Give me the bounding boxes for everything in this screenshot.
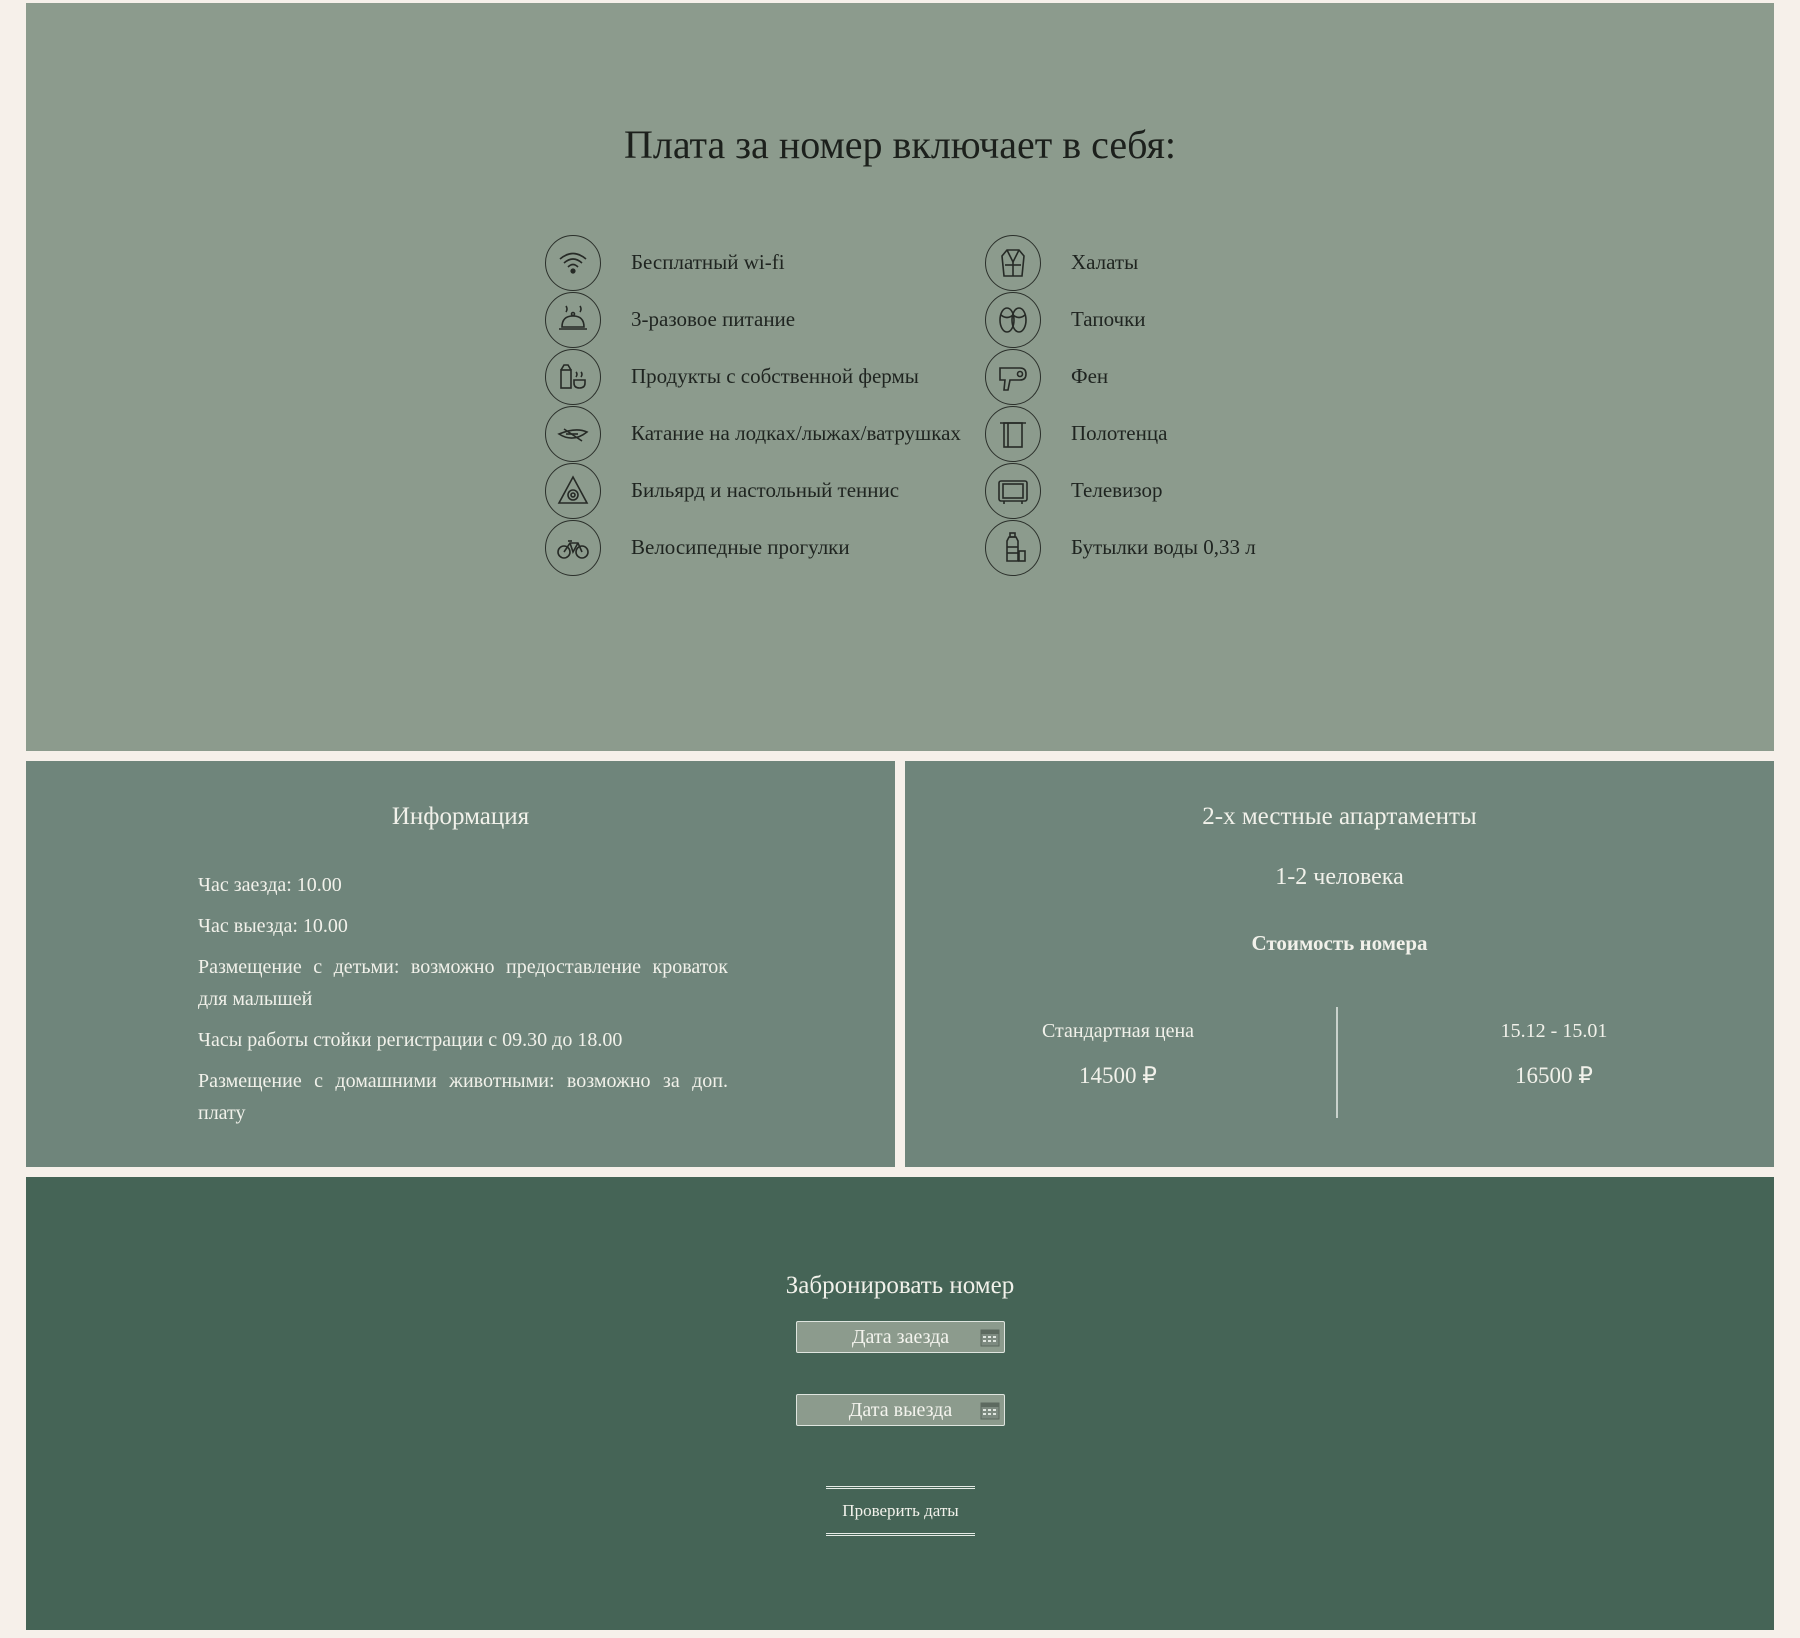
amenity-label: 3-разовое питание bbox=[631, 307, 796, 331]
amenity-item bbox=[545, 348, 961, 405]
amenity-item bbox=[545, 291, 961, 348]
amenity-label: Фен bbox=[1071, 364, 1109, 388]
amenity-label: Телевизор bbox=[1071, 478, 1163, 502]
room-title: 2-х местные апартаменты bbox=[1202, 803, 1477, 830]
info-item: Час заезда: 10.00 bbox=[198, 874, 342, 896]
bathrobe-icon bbox=[985, 235, 1041, 291]
amenity-item bbox=[985, 405, 1256, 462]
checkout-date-field[interactable] bbox=[796, 1394, 1005, 1426]
amenity-item bbox=[545, 462, 961, 519]
info-title: Информация bbox=[391, 803, 530, 830]
amenity-label: Велосипедные прогулки bbox=[631, 535, 850, 559]
billiard-icon bbox=[545, 463, 601, 519]
amenity-item bbox=[985, 348, 1256, 405]
info-item: Размещение с детьми: возможно предоставление кроваток для малышей bbox=[198, 956, 728, 1010]
amenity-label: Халаты bbox=[1071, 250, 1139, 274]
towel-icon bbox=[985, 406, 1041, 462]
water-bottle-icon bbox=[985, 520, 1041, 576]
price-divider bbox=[1336, 1007, 1338, 1118]
price-value: 14500 ₽ bbox=[1079, 1063, 1157, 1088]
check-dates-button[interactable]: Проверить даты bbox=[826, 1486, 975, 1536]
boat-icon bbox=[545, 406, 601, 462]
price-label: 15.12 - 15.01 bbox=[1500, 1020, 1608, 1042]
price-value: 16500 ₽ bbox=[1515, 1063, 1593, 1088]
hairdryer-icon bbox=[985, 349, 1041, 405]
room-guests: 1-2 человека bbox=[1275, 864, 1404, 890]
amenity-label: Бесплатный wi-fi bbox=[631, 250, 785, 274]
booking-section bbox=[26, 1177, 1774, 1630]
amenity-label: Катание на лодках/лыжах/ватрушках bbox=[631, 421, 961, 445]
amenity-label: Продукты с собственной фермы bbox=[631, 364, 919, 388]
farm-products-icon bbox=[545, 349, 601, 405]
calendar-icon[interactable] bbox=[979, 1326, 1001, 1348]
amenity-item bbox=[545, 234, 961, 291]
amenities-left-column bbox=[545, 234, 961, 576]
amenities-right-column bbox=[985, 234, 1256, 576]
checkout-date-label: Дата выезда bbox=[848, 1398, 953, 1421]
amenity-label: Бутылки воды 0,33 л bbox=[1071, 535, 1256, 559]
amenity-label: Тапочки bbox=[1071, 307, 1146, 331]
slippers-icon bbox=[985, 292, 1041, 348]
room-section bbox=[905, 761, 1774, 1167]
booking-title: Забронировать номер bbox=[785, 1272, 1015, 1299]
room-cost-label: Стоимость номера bbox=[1251, 931, 1428, 955]
amenity-item bbox=[985, 291, 1256, 348]
info-item: Размещение с домашними животными: возможно за доп. плату bbox=[198, 1070, 728, 1124]
amenity-label: Полотенца bbox=[1071, 421, 1168, 445]
wifi-icon bbox=[545, 235, 601, 291]
amenities-title: Плата за номер включает в себя: bbox=[623, 122, 1177, 167]
checkin-date-field[interactable] bbox=[796, 1321, 1005, 1353]
tv-icon bbox=[985, 463, 1041, 519]
amenity-item bbox=[985, 462, 1256, 519]
amenity-item bbox=[545, 405, 961, 462]
amenity-item bbox=[545, 519, 961, 576]
bicycle-icon bbox=[545, 520, 601, 576]
amenity-label: Бильярд и настольный теннис bbox=[631, 478, 900, 502]
price-standard bbox=[968, 1020, 1268, 1089]
info-item: Час выезда: 10.00 bbox=[198, 915, 348, 937]
info-item: Часы работы стойки регистрации с 09.30 до 18.00 bbox=[198, 1029, 623, 1051]
calendar-icon[interactable] bbox=[979, 1399, 1001, 1421]
price-holiday bbox=[1404, 1020, 1704, 1089]
cloche-icon bbox=[545, 292, 601, 348]
info-list bbox=[198, 869, 728, 1138]
checkin-date-label: Дата заезда bbox=[851, 1325, 950, 1348]
amenities-section bbox=[26, 3, 1774, 751]
amenity-item bbox=[985, 519, 1256, 576]
price-label: Стандартная цена bbox=[1041, 1020, 1195, 1042]
amenity-item bbox=[985, 234, 1256, 291]
info-section bbox=[26, 761, 895, 1167]
